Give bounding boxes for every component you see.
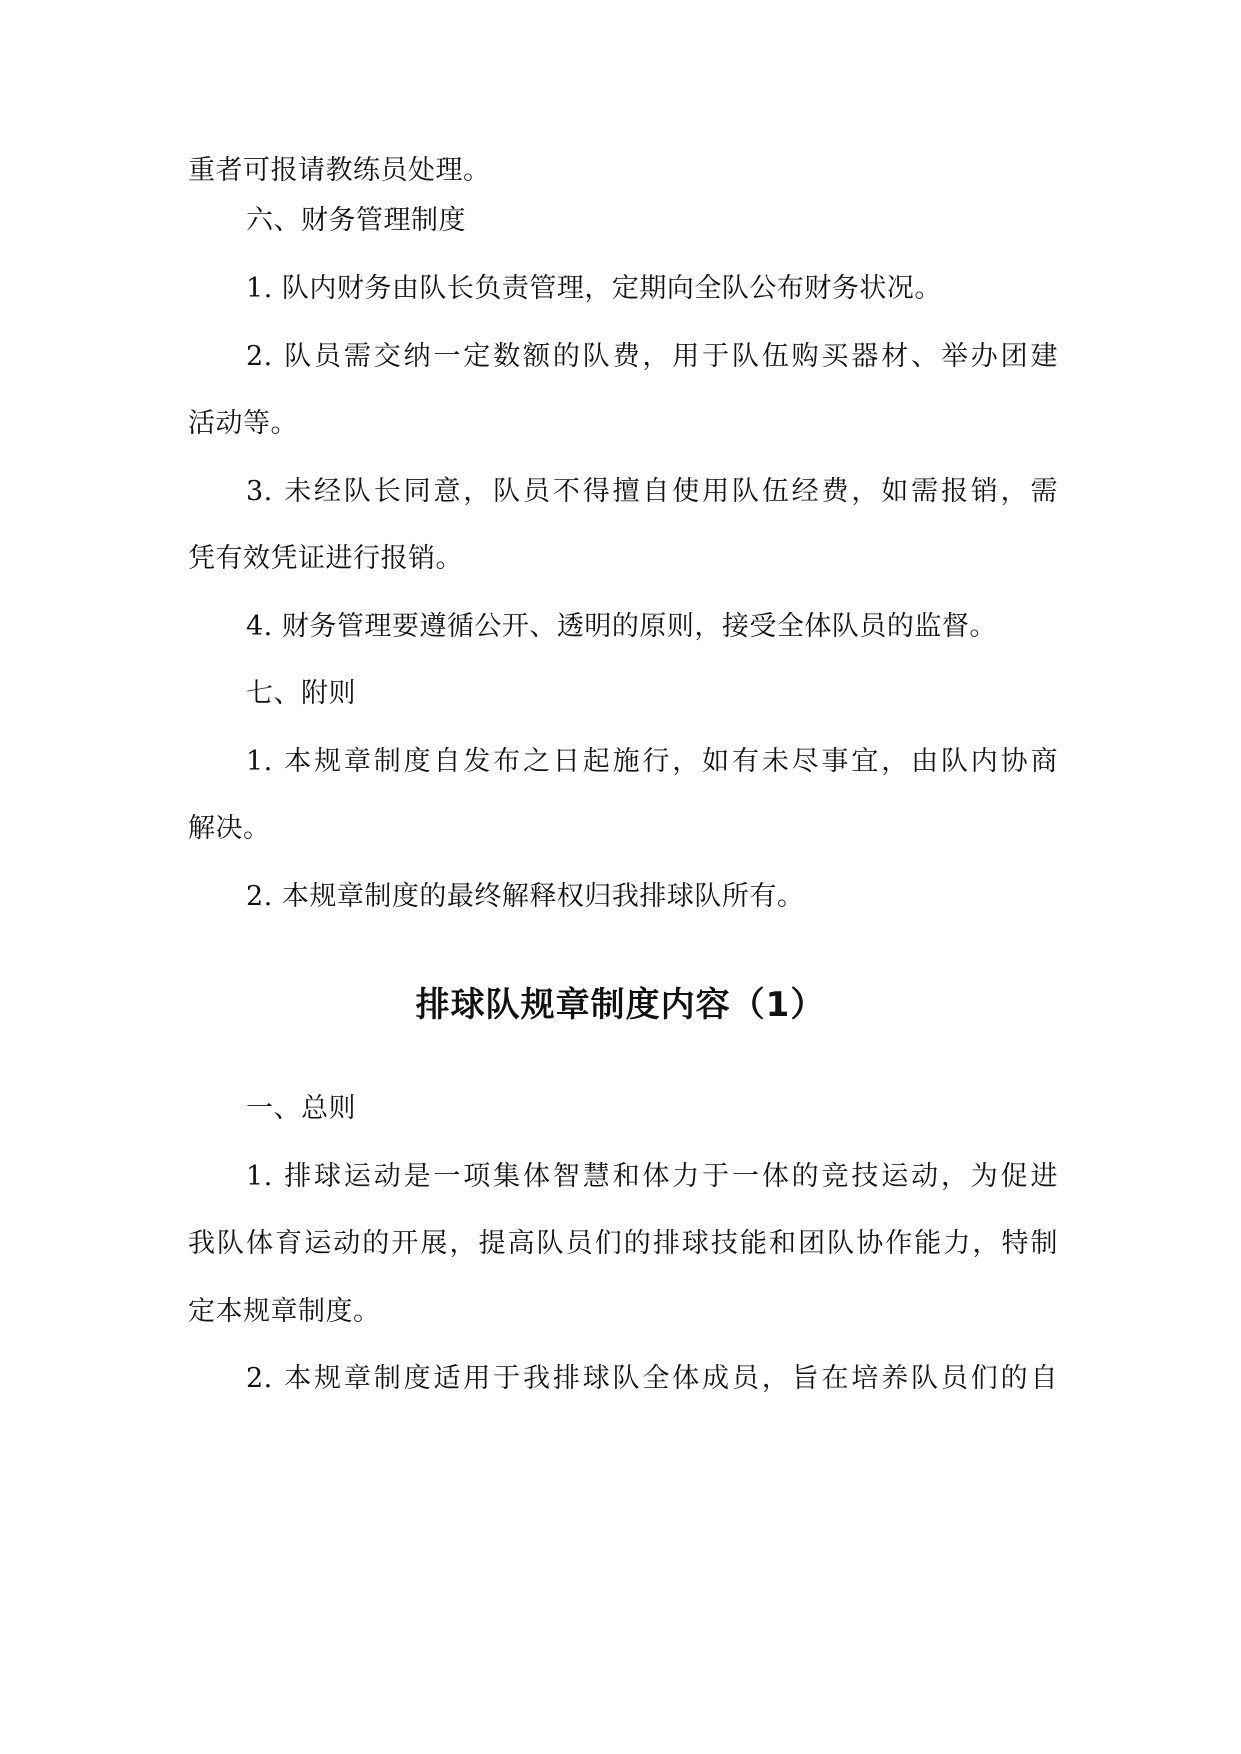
document-title: 排球队规章制度内容（1） [415,985,826,1025]
paragraph-line: 2. 本规章制度适用于我排球队全体成员，旨在培养队员们的自 [246,1363,1058,1394]
paragraph-line: 我队体育运动的开展，提高队员们的排球技能和团队协作能力，特制 [188,1228,1058,1259]
paragraph-line: 1. 队内财务由队长负责管理，定期向全队公布财务状况。 [246,273,942,304]
paragraph-line: 1. 排球运动是一项集体智慧和体力于一体的竞技运动，为促进 [246,1161,1058,1192]
paragraph-line: 1. 本规章制度自发布之日起施行，如有未尽事宜，由队内协商 [246,746,1058,777]
section-heading-general: 一、总则 [246,1093,356,1124]
section-heading-appendix: 七、附则 [246,678,356,709]
paragraph-line: 定本规章制度。 [188,1296,381,1327]
paragraph-line: 2. 队员需交纳一定数额的队费，用于队伍购买器材、举办团建 [246,341,1058,372]
section-heading-finance: 六、财务管理制度 [246,205,466,236]
paragraph-line: 4. 财务管理要遵循公开、透明的原则，接受全体队员的监督。 [246,611,997,642]
paragraph-line: 活动等。 [188,408,298,439]
paragraph-line: 凭有效凭证进行报销。 [188,543,463,574]
paragraph-line: 3. 未经队长同意，队员不得擅自使用队伍经费，如需报销，需 [246,476,1058,507]
paragraph-line: 解决。 [188,813,271,844]
paragraph-line: 重者可报请教练员处理。 [188,155,491,186]
paragraph-line: 2. 本规章制度的最终解释权归我排球队所有。 [246,881,805,912]
